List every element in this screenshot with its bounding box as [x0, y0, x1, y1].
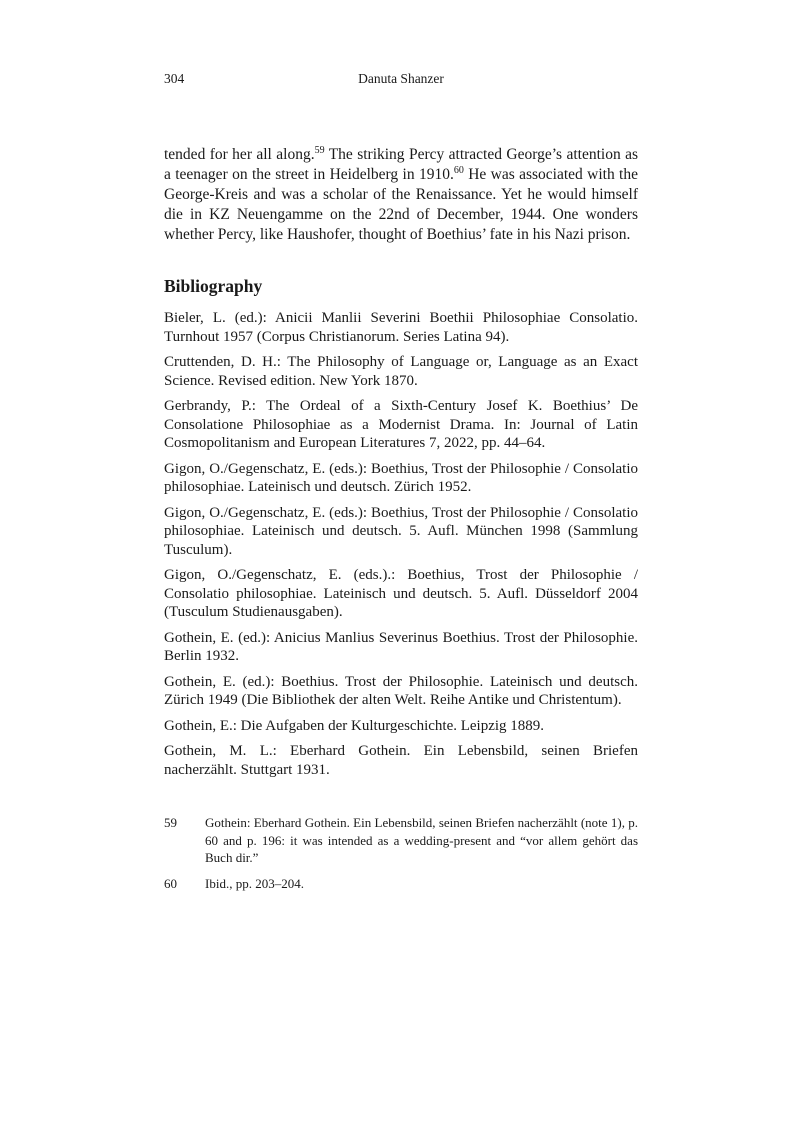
bibliography-entry: Cruttenden, D. H.: The Philosophy of Language or, Language as an Exact Science. Revised edition. New York 1870.: [164, 354, 638, 389]
bibliography-entry: Bieler, L. (ed.): Anicii Manlii Severini Boethii Philosophiae Consolatio. Turnhout 1957 (Corpus Christianorum. Series Latina 94).: [164, 310, 638, 345]
footnote: [164, 814, 638, 867]
text-column: [164, 70, 638, 786]
bibliography-entry: Gothein, E. (ed.): Boethius. Trost der Philosophie. Lateinisch und deutsch. Zürich 1949 (Die Bibliothek der alten Welt. Reihe Antike und Christentum).: [164, 673, 638, 708]
paragraph-text-segment: He was associated with the George-Kreis and was a scholar of the Renaissance. Yet he would himself die in KZ Neuengamme on the 22nd of December, 1944. One wonders whether Percy, like Haushofer, thought of Boethius’ fate in his Nazi prison.: [164, 166, 638, 243]
footnote: [164, 875, 638, 893]
paragraph-text-segment: The striking Percy attracted George’s attention as a teenager on the street in Heidelberg in 1910.: [164, 146, 639, 183]
paragraph-text-segment: tended for her all along.: [164, 146, 315, 163]
bibliography-entry: Gothein, E.: Die Aufgaben der Kulturgeschichte. Leipzig 1889.: [164, 717, 545, 734]
footnote-number: 59: [164, 815, 177, 830]
footnote-text: Ibid., pp. 203–204.: [205, 875, 304, 891]
page-number: 304: [164, 71, 185, 86]
footnotes-section: [164, 814, 638, 900]
bibliography-list: [164, 309, 638, 779]
footnote-reference-59: 59: [314, 144, 325, 156]
footnote-text: Gothein: Eberhard Gothein. Ein Lebensbild, seinen Briefen nacherzählt (note 1), p. 60 and p. 196: it was intended as a wedding-present and “vor allem gehört das Buch dir.”: [205, 815, 638, 865]
running-header-title: Danuta Shanzer: [358, 71, 444, 86]
footnote-number: 60: [164, 875, 177, 891]
bibliography-entry: Gerbrandy, P.: The Ordeal of a Sixth-Century Josef K. Boethius’ De Consolatione Philosophiae as a Modernist Drama. In: Journal of Latin Cosmopolitanism and European Literatures 7, 2022, pp. 44–64.: [164, 398, 638, 451]
bibliography-entry: Gothein, E. (ed.): Anicius Manlius Severinus Boethius. Trost der Philosophie. Berlin 1932.: [164, 629, 638, 664]
bibliography-entry: Gigon, O./Gegenschatz, E. (eds.).: Boethius, Trost der Philosophie / Consolatio philosophiae. Lateinisch und deutsch. 5. Aufl. Düsseldorf 2004 (Tusculum Studienausgaben).: [164, 567, 638, 620]
bibliography-entry: Gigon, O./Gegenschatz, E. (eds.): Boethius, Trost der Philosophie / Consolatio philosophiae. Lateinisch und deutsch. 5. Aufl. München 1998 (Sammlung Tusculum).: [164, 504, 638, 558]
running-header: [164, 70, 638, 88]
footnote-reference-60: 60: [453, 164, 464, 176]
bibliography-entry: Gothein, M. L.: Eberhard Gothein. Ein Lebensbild, seinen Briefen nacherzählt. Stuttgart 1931.: [164, 743, 638, 778]
bibliography-heading: Bibliography: [164, 276, 263, 296]
body-paragraph: [164, 145, 638, 245]
bibliography-entry: Gigon, O./Gegenschatz, E. (eds.): Boethius, Trost der Philosophie / Consolatio philosophiae. Lateinisch und deutsch. Zürich 1952.: [164, 460, 638, 495]
